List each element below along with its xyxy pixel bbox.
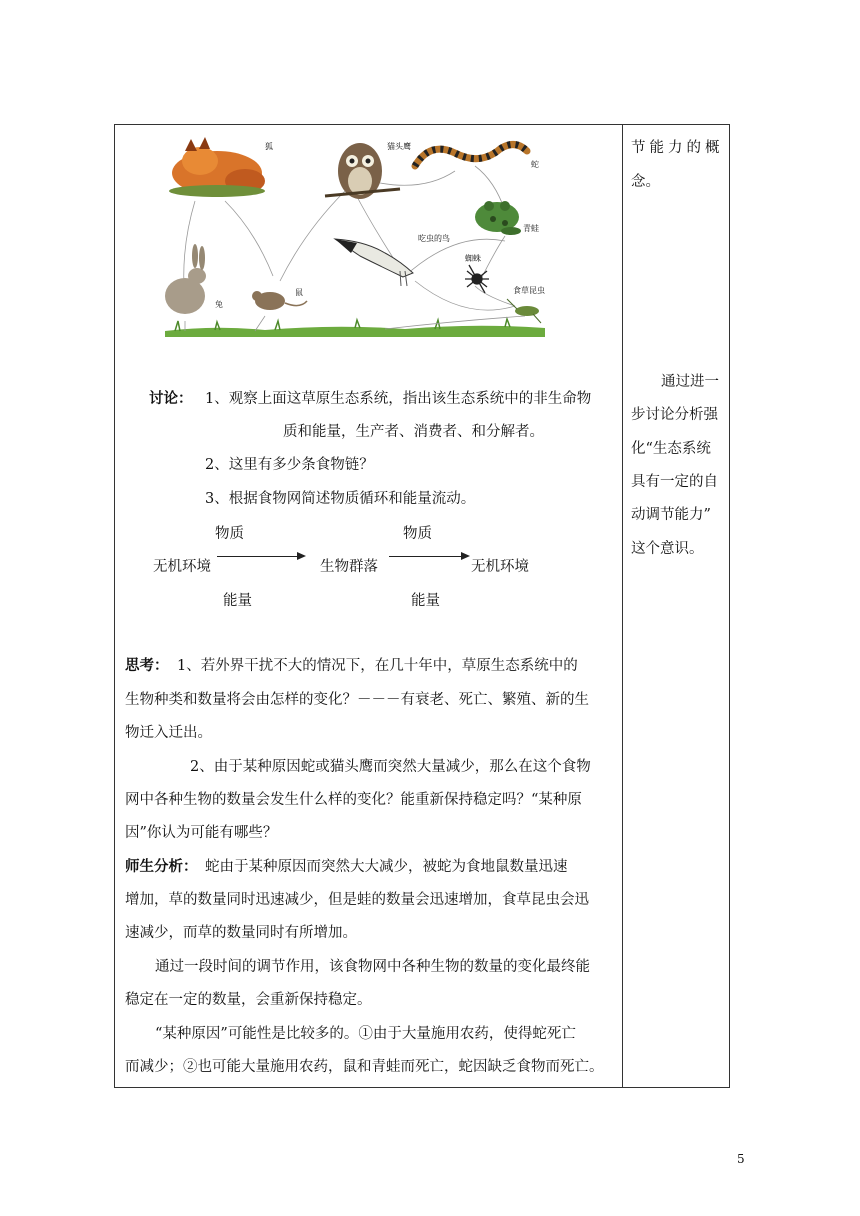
rabbit-illustration <box>165 244 206 314</box>
discussion-label: 讨论： <box>149 390 193 407</box>
discussion-q1-line1: 1、观察上面这草原生态系统，指出该生态系统中的非生命物 <box>205 391 592 407</box>
lesson-table <box>114 124 730 1088</box>
thinking-p1-line3: 物迁入迁出。 <box>125 725 212 741</box>
frog-illustration <box>475 201 521 235</box>
analysis-a3-line2: 而减少；②也可能大量施用农药，鼠和青蛙而死亡，蛇因缺乏食物而死亡。 <box>125 1059 604 1075</box>
analysis-label: 师生分析： <box>125 858 198 875</box>
analysis-a2-line1: 通过一段时间的调节作用，该食物网中各种生物的数量的变化最终能 <box>155 959 590 975</box>
discussion-q2: 2、这里有多少条食物链？ <box>205 457 374 473</box>
analysis-a2-line2: 稳定在一定的数量，会重新保持稳定。 <box>125 992 372 1008</box>
discussion-q1-line2: 质和能量，生产者、消费者、和分解者。 <box>283 424 544 440</box>
side-note-1-line1: 节能力的概 <box>631 140 724 156</box>
food-web-illustration <box>155 131 555 341</box>
flow-arrow-1 <box>217 556 299 557</box>
owl-illustration <box>325 143 400 199</box>
flow-energy-2: 能量 <box>411 593 440 609</box>
label-snake: 蛇 <box>531 160 539 169</box>
side-note-2-line6: 这个意识。 <box>631 541 704 557</box>
analysis-a1-line3: 速减少，而草的数量同时有所增加。 <box>125 925 357 941</box>
side-note-2-line5: 动调节能力” <box>631 507 711 523</box>
analysis-a1-line1: 蛇由于某种原因而突然大大减少，被蛇为食地鼠数量迅速 <box>205 859 568 875</box>
label-insect: 食草昆虫 <box>513 286 545 295</box>
flow-arrow-1-head <box>297 552 306 560</box>
fox-illustration <box>169 137 265 197</box>
label-fox: 狐 <box>265 142 273 151</box>
thinking-p2-line3: 因”你认为可能有哪些？ <box>125 825 278 841</box>
spider-illustration <box>465 265 489 293</box>
side-notes-column <box>623 125 731 1087</box>
flow-energy-1: 能量 <box>223 593 252 609</box>
flow-arrow-2 <box>389 556 463 557</box>
label-bird: 吃虫的鸟 <box>418 234 450 243</box>
thinking-p2-line1: 2、由于某种原因蛇或猫头鹰而突然大量减少，那么在这个食物 <box>190 759 591 775</box>
flow-arrow-2-head <box>461 552 470 560</box>
label-owl: 猫头鹰 <box>387 142 411 151</box>
thinking-p1-line1: 1、若外界干扰不大的情况下，在几十年中，草原生态系统中的 <box>177 658 578 674</box>
main-column <box>115 125 622 1087</box>
grass-strip <box>165 319 545 337</box>
snake-illustration <box>415 144 527 166</box>
bird-illustration <box>335 239 413 286</box>
flow-matter-2: 物质 <box>403 526 432 542</box>
label-rabbit: 兔 <box>215 300 223 309</box>
side-note-2-line4: 具有一定的自 <box>631 474 718 490</box>
discussion-q3: 3、根据食物网简述物质循环和能量流动。 <box>205 491 476 507</box>
flow-community: 生物群落 <box>320 559 378 575</box>
analysis-a3-line1: “某种原因”可能性是比较多的。①由于大量施用农药，使得蛇死亡 <box>155 1026 576 1042</box>
analysis-a1-line2: 增加，草的数量同时迅速减少，但是蛙的数量会迅速增加，食草昆虫会迅 <box>125 892 589 908</box>
flow-env-1: 无机环境 <box>153 559 211 575</box>
insect-illustration <box>507 299 541 323</box>
side-note-1-line2: 念。 <box>631 174 660 190</box>
thinking-p1-line2: 生物种类和数量将会由怎样的变化？－－－有衰老、死亡、繁殖、新的生 <box>125 692 589 708</box>
side-note-2-line1: 通过进一 <box>661 374 719 390</box>
thinking-p2-line2: 网中各种生物的数量会发生什么样的变化？能重新保持稳定吗？“某种原 <box>125 792 582 808</box>
side-note-2-line3: 化“生态系统 <box>631 441 711 457</box>
thinking-label: 思考： <box>125 657 169 674</box>
flow-env-2: 无机环境 <box>471 559 529 575</box>
label-mouse: 鼠 <box>295 288 303 297</box>
label-frog: 青蛙 <box>523 224 539 233</box>
flow-matter-1: 物质 <box>215 526 244 542</box>
label-spider: 蜘蛛 <box>465 254 481 263</box>
side-note-2-line2: 步讨论分析强 <box>631 407 718 423</box>
page-number: 5 <box>737 1152 745 1166</box>
